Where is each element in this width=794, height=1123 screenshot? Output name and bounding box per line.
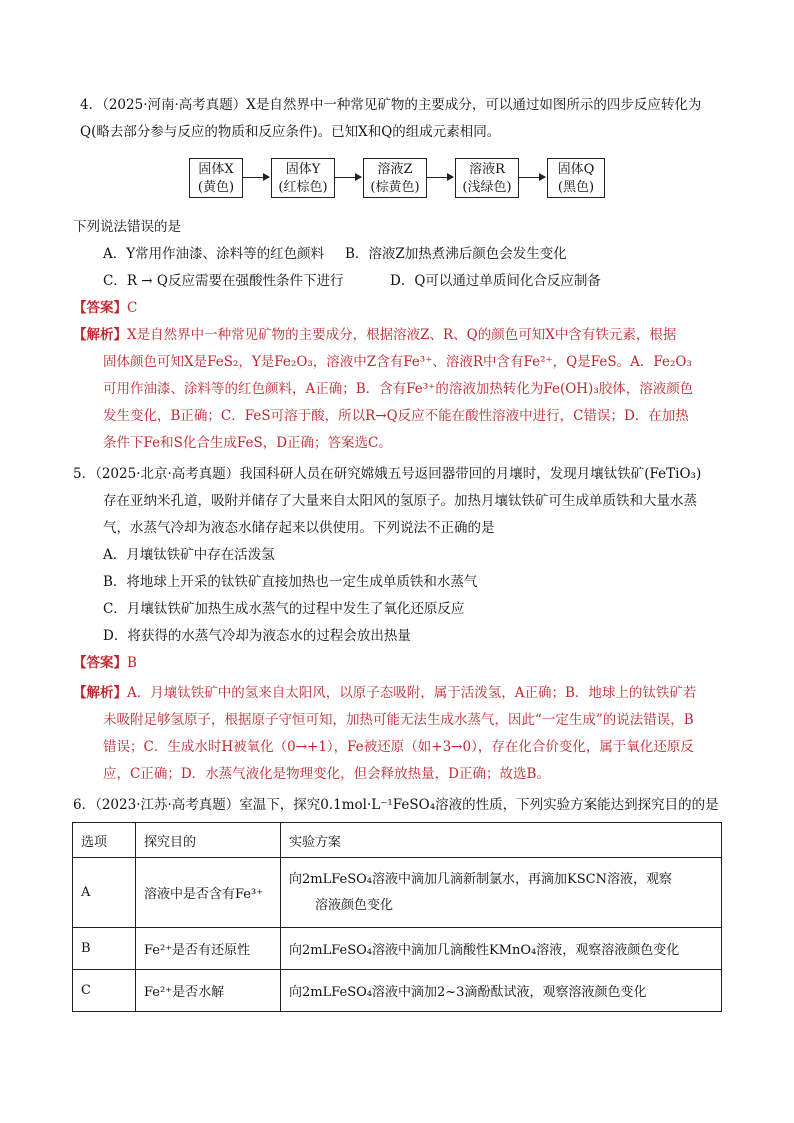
experiment-table <box>72 822 722 1012</box>
q5-option-c: C．月壤钛铁矿加热生成水蒸气的过程中发生了氧化还原反应 <box>103 601 465 617</box>
cell-option: A <box>73 858 136 928</box>
q5-option-d: D．将获得的水蒸气冷却为液态水的过程会放出热量 <box>103 628 411 644</box>
flow-box-name: 固体Y <box>285 162 321 177</box>
flow-box-color: (黑色) <box>557 180 595 195</box>
answer-value: C <box>127 300 138 316</box>
q4-analysis-line1 <box>73 325 676 345</box>
arrow-icon <box>335 177 361 178</box>
cell-plan: 向2mLFeSO₄溶液中滴加2~3滴酚酞试液，观察溶液颜色变化 <box>281 970 722 1012</box>
analysis-text: X是自然界中一种常见矿物的主要成分，根据溶液Z、R、Q的颜色可知X中含有铁元素，根据 <box>127 327 677 343</box>
arrow-icon <box>427 177 453 178</box>
q4-analysis-line4: 发生变化，B正确；C．FeS可溶于酸，所以R→Q反应不能在酸性溶液中进行，C错误；D．在加热 <box>103 408 689 424</box>
arrow-icon <box>243 177 269 178</box>
cell-plan: 向2mLFeSO₄溶液中滴加几滴酸性KMnO₄溶液，观察溶液颜色变化 <box>281 928 722 970</box>
plan-line1: 向2mLFeSO₄溶液中滴加几滴新制氯水，再滴加KSCN溶液，观察 <box>289 871 672 887</box>
q5-stem-line2: 存在亚纳米孔道，吸附并储存了大量来自太阳风的氢原子。加热月壤钛铁矿可生成单质铁和大量水蒸 <box>103 493 697 509</box>
analysis-text: A．月壤钛铁矿中的氢来自太阳风，以原子态吸附，属于活泼氢，A正确；B．地球上的钛铁矿若 <box>127 685 697 701</box>
cell-goal: Fe²⁺是否水解 <box>136 970 281 1012</box>
q5-analysis-line2: 未吸附足够氢原子，根据原子守恒可知，加热可能无法生成水蒸气，因此“一定生成”的说法错误，B <box>103 712 694 728</box>
q4-analysis-line3: 可用作油漆、涂料等的红色颜料，A正确；B．含有Fe³⁺的溶液加热转化为Fe(OH)₃胶体，溶液颜色 <box>103 381 694 397</box>
flow-box-name: 溶液Z <box>377 162 413 177</box>
q6-stem-line1: 6．（2023·江苏·高考真题）室温下，探究0.1mol·L⁻¹FeSO₄溶液的性质，下列实验方案能达到探究目的的是 <box>73 797 719 813</box>
q5-option-b: B．将地球上开采的钛铁矿直接加热也一定生成单质铁和水蒸气 <box>103 574 478 590</box>
answer-tag: 【答案】 <box>73 655 127 671</box>
flow-box-name: 固体X <box>198 162 234 177</box>
q4-option-c: C．R → Q反应需要在强酸性条件下进行 <box>103 273 344 289</box>
table-row <box>73 858 722 928</box>
header-goal: 探究目的 <box>136 823 281 858</box>
cell-option: B <box>73 928 136 970</box>
q5-analysis-line3: 错误；C．生成水时H被氧化（0→+1），Fe被还原（如+3→0），存在化合价变化，属于氧化还原反 <box>103 739 694 755</box>
q4-stem-line1: 4．（2025·河南·高考真题）X是自然界中一种常见矿物的主要成分，可以通过如图所示的四步反应转化为 <box>80 97 702 113</box>
flow-box-color: (红棕色) <box>278 180 328 195</box>
table-row <box>73 928 722 970</box>
analysis-tag: 【解析】 <box>73 327 127 343</box>
q5-stem-line1: 5．（2025·北京·高考真题）我国科研人员在研究嫦娥五号返回器带回的月壤时，发现月壤钛铁矿(FeTiO₃) <box>73 466 702 482</box>
flow-box-name: 溶液R <box>469 162 505 177</box>
arrow-icon <box>519 177 545 178</box>
flow-box-color: (浅绿色) <box>462 180 512 195</box>
q5-stem-line3: 气，水蒸气冷却为液态水储存起来以供使用。下列说法不正确的是 <box>103 520 495 536</box>
q5-analysis-line1 <box>73 683 696 703</box>
q4-answer <box>73 298 137 318</box>
q4-analysis-line2: 固体颜色可知X是FeS₂，Y是Fe₂O₃，溶液中Z含有Fe³⁺、溶液R中含有Fe²⁺，Q是FeS。A．Fe₂O₃ <box>103 354 692 370</box>
answer-value: B <box>127 655 137 671</box>
q4-stem-line2: Q(略去部分参与反应的物质和反应条件)。已知X和Q的组成元素相同。 <box>80 124 501 140</box>
q5-answer <box>73 653 137 673</box>
flow-box-name: 固体Q <box>557 162 595 177</box>
q4-analysis-line5: 条件下Fe和S化合生成FeS，D正确；答案选C。 <box>103 435 392 451</box>
flow-box-z <box>363 158 427 198</box>
flow-box-r <box>455 158 519 198</box>
cell-option: C <box>73 970 136 1012</box>
table-row <box>73 970 722 1012</box>
header-plan: 实验方案 <box>281 823 722 858</box>
table-header-row <box>73 823 722 858</box>
plan-line2: 溶液颜色变化 <box>315 897 394 913</box>
flow-box-q <box>547 158 605 198</box>
reaction-flow-diagram <box>189 158 607 202</box>
cell-goal: Fe²⁺是否有还原性 <box>136 928 281 970</box>
analysis-tag: 【解析】 <box>73 685 127 701</box>
q4-option-d: D．Q可以通过单质间化合反应制备 <box>390 273 601 289</box>
header-option: 选项 <box>73 823 136 858</box>
q5-option-a: A．月壤钛铁矿中存在活泼氢 <box>103 547 275 563</box>
q4-prompt: 下列说法错误的是 <box>73 219 181 235</box>
q4-option-b: B．溶液Z加热煮沸后颜色会发生变化 <box>345 246 567 262</box>
cell-goal: 溶液中是否含有Fe³⁺ <box>136 858 281 928</box>
flow-box-color: (黄色) <box>197 180 235 195</box>
q5-analysis-line4: 应，C正确；D．水蒸气液化是物理变化，但会释放热量，D正确；故选B。 <box>103 766 550 782</box>
answer-tag: 【答案】 <box>73 300 127 316</box>
cell-plan <box>281 858 722 928</box>
flow-box-x <box>189 158 243 198</box>
q4-option-a: A．Y常用作油漆、涂料等的红色颜料 <box>103 246 325 262</box>
flow-box-y <box>271 158 335 198</box>
flow-box-color: (棕黄色) <box>370 180 420 195</box>
